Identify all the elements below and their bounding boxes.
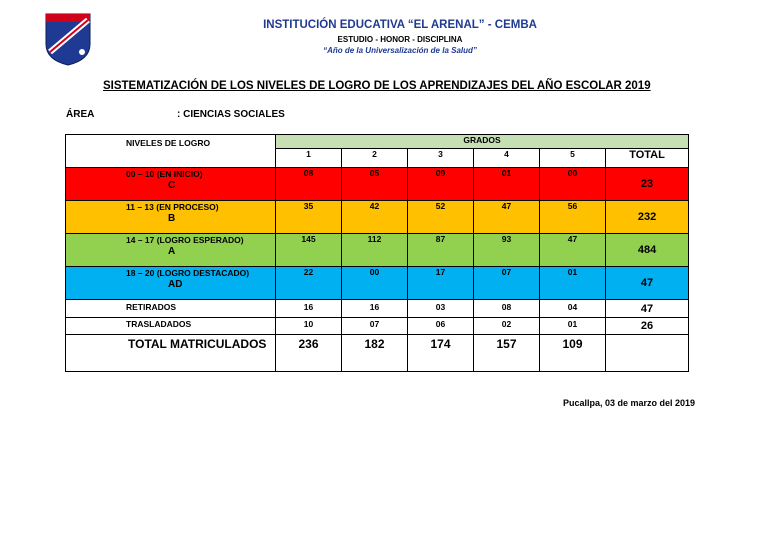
table-row xyxy=(66,335,689,372)
matriculados-total xyxy=(606,335,689,372)
trasladados-total: 26 xyxy=(606,318,689,335)
level-label xyxy=(66,267,276,300)
grade-value: 01 xyxy=(540,267,606,300)
document-date: Pucallpa, 03 de marzo del 2019 xyxy=(563,398,696,408)
grade-value: 00 xyxy=(540,168,606,201)
total-header: TOTAL xyxy=(606,149,689,168)
grade-header: 4 xyxy=(474,149,540,168)
level-letter: A xyxy=(168,246,176,257)
grade-value: 01 xyxy=(474,168,540,201)
levels-header: NIVELES DE LOGRO xyxy=(66,135,276,168)
level-label xyxy=(66,234,276,267)
area-value: : CIENCIAS SOCIALES xyxy=(177,109,285,120)
level-range: 00 – 10 (EN INICIO) xyxy=(126,169,203,179)
level-letter: C xyxy=(168,180,176,191)
grade-value: 01 xyxy=(540,318,606,335)
grade-value: 52 xyxy=(408,201,474,234)
grade-value: 07 xyxy=(342,318,408,335)
grade-value: 236 xyxy=(276,335,342,372)
table-row xyxy=(66,201,689,234)
level-letter: B xyxy=(168,213,176,224)
grade-value: 16 xyxy=(342,300,408,318)
grade-value: 03 xyxy=(408,300,474,318)
level-total: 484 xyxy=(606,234,689,267)
retirados-label: RETIRADOS xyxy=(66,300,276,318)
grade-value: 06 xyxy=(408,318,474,335)
table-row xyxy=(66,168,689,201)
level-range: 11 – 13 (EN PROCESO) xyxy=(126,202,219,212)
retirados-total: 47 xyxy=(606,300,689,318)
level-range: 14 – 17 (LOGRO ESPERADO) xyxy=(126,235,244,245)
table-row xyxy=(66,318,689,335)
level-letter: AD xyxy=(168,279,183,290)
table-row xyxy=(66,267,689,300)
level-label xyxy=(66,201,276,234)
level-total: 23 xyxy=(606,168,689,201)
level-total: 47 xyxy=(606,267,689,300)
grade-value: 87 xyxy=(408,234,474,267)
grade-value: 08 xyxy=(276,168,342,201)
table-row xyxy=(66,300,689,318)
trasladados-label: TRASLADADOS xyxy=(66,318,276,335)
area-label: ÁREA xyxy=(66,109,95,120)
document-title: SISTEMATIZACIÓN DE LOS NIVELES DE LOGRO DE LOS APRENDIZAJES DEL AÑO ESCOLAR 2019 xyxy=(103,80,651,92)
level-total: 232 xyxy=(606,201,689,234)
grade-value: 182 xyxy=(342,335,408,372)
grade-value: 93 xyxy=(474,234,540,267)
grade-value: 08 xyxy=(474,300,540,318)
grade-value: 04 xyxy=(540,300,606,318)
year-name: “Año de la Universalización de la Salud” xyxy=(323,46,477,55)
grade-value: 47 xyxy=(474,201,540,234)
grade-value: 10 xyxy=(276,318,342,335)
grade-value: 22 xyxy=(276,267,342,300)
grade-value: 145 xyxy=(276,234,342,267)
grade-value: 16 xyxy=(276,300,342,318)
grades-header: GRADOS xyxy=(276,135,689,149)
grade-value: 00 xyxy=(342,267,408,300)
grade-header: 1 xyxy=(276,149,342,168)
grade-value: 56 xyxy=(540,201,606,234)
grade-value: 05 xyxy=(342,168,408,201)
grade-value: 09 xyxy=(408,168,474,201)
grade-value: 35 xyxy=(276,201,342,234)
achievement-table xyxy=(65,134,689,372)
grade-value: 157 xyxy=(474,335,540,372)
grade-value: 174 xyxy=(408,335,474,372)
grade-header: 5 xyxy=(540,149,606,168)
grade-value: 17 xyxy=(408,267,474,300)
matriculados-label: TOTAL MATRICULADOS xyxy=(66,335,276,372)
grade-value: 02 xyxy=(474,318,540,335)
grade-value: 109 xyxy=(540,335,606,372)
grade-value: 47 xyxy=(540,234,606,267)
table-row xyxy=(66,234,689,267)
level-label xyxy=(66,168,276,201)
grade-header: 3 xyxy=(408,149,474,168)
institution-motto: ESTUDIO - HONOR - DISCIPLINA xyxy=(337,35,463,44)
grade-value: 07 xyxy=(474,267,540,300)
institution-name: INSTITUCIÓN EDUCATIVA “EL ARENAL” - CEMBA xyxy=(263,19,537,31)
grade-value: 112 xyxy=(342,234,408,267)
grade-value: 42 xyxy=(342,201,408,234)
grade-header: 2 xyxy=(342,149,408,168)
level-range: 18 – 20 (LOGRO DESTACADO) xyxy=(126,268,250,278)
